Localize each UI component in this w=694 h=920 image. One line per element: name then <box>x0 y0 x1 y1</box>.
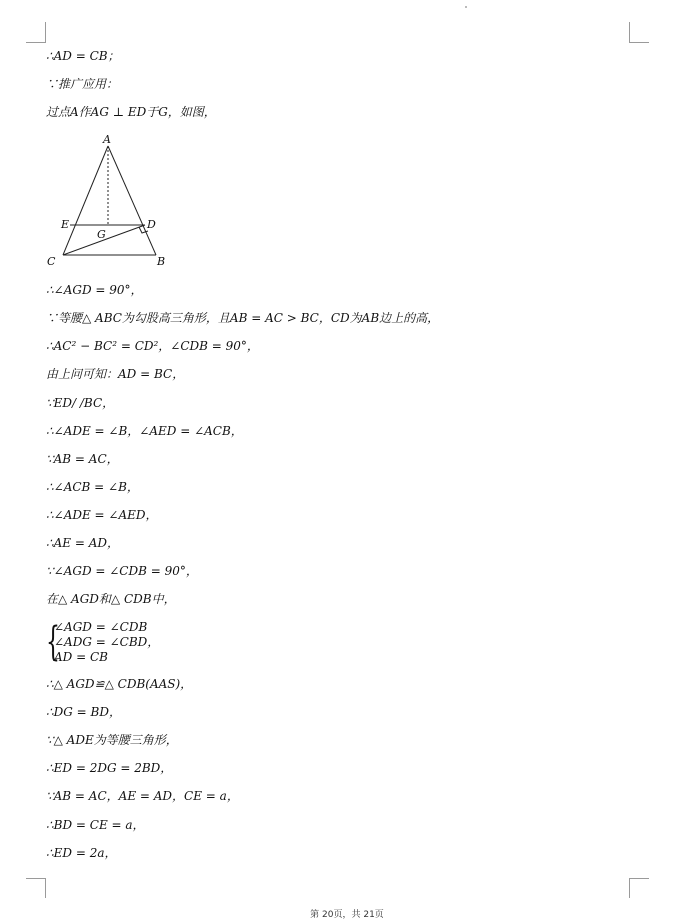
solution-line: ∵AB = AC， <box>46 452 119 466</box>
label-c: C <box>47 255 56 268</box>
system-row: AD = CB <box>54 650 108 664</box>
solution-line: 由上问可知：AD = BC， <box>46 367 185 381</box>
solution-line: ∴∠ACB = ∠B， <box>46 480 139 494</box>
equation-system <box>46 620 186 668</box>
system-brace: { <box>46 619 60 665</box>
system-row: ∠AGD = ∠CDB <box>54 620 148 634</box>
solution-line: ∴AD = CB； <box>46 49 120 63</box>
solution-line: ∴∠ADE = ∠AED， <box>46 508 158 522</box>
solution-line: ∴ED = 2DG = 2BD， <box>46 761 173 775</box>
solution-line: ∴∠AGD = 90°， <box>46 283 143 297</box>
solution-line: ∴∠ADE = ∠B，∠AED = ∠ACB， <box>46 424 243 438</box>
solution-line: ∴AC² − BC² = CD²，∠CDB = 90°， <box>46 339 259 353</box>
solution-line: ∴BD = CE = a， <box>46 818 145 832</box>
label-d: D <box>147 218 156 231</box>
label-b: B <box>157 255 166 268</box>
label-a: A <box>103 133 111 146</box>
system-row: ∠ADG = ∠CBD， <box>54 635 160 649</box>
solution-line: ∵∠AGD = ∠CDB = 90°， <box>46 564 198 578</box>
solution-line: ∴AE = AD， <box>46 536 120 550</box>
solution-line: ∴DG = BD， <box>46 705 121 719</box>
page-speck <box>465 6 467 8</box>
label-e: E <box>61 218 70 231</box>
page-number: 第 20页，共 21页 <box>310 910 384 920</box>
solution-line: 在△ AGD和△ CDB中， <box>46 592 176 606</box>
solution-line: ∵ED/ /BC， <box>46 396 115 410</box>
side-ab <box>108 146 156 255</box>
solution-line: ∵等腰△ ABC为勾股高三角形，且AB = AC > BC，CD为AB边上的高， <box>46 311 440 325</box>
triangle-figure <box>44 132 174 270</box>
solution-line: ∴ED = 2a， <box>46 846 117 860</box>
solution-line: ∴△ AGD≌△ CDB(AAS)， <box>46 677 193 691</box>
label-g: G <box>97 228 106 241</box>
solution-line: 过点A作AG ⊥ ED于G，如图， <box>46 105 216 119</box>
solution-line: ∵推广应用： <box>46 77 119 91</box>
solution-line: ∵△ ADE为等腰三角形， <box>46 733 178 747</box>
solution-line: ∵AB = AC，AE = AD，CE = a， <box>46 789 239 803</box>
